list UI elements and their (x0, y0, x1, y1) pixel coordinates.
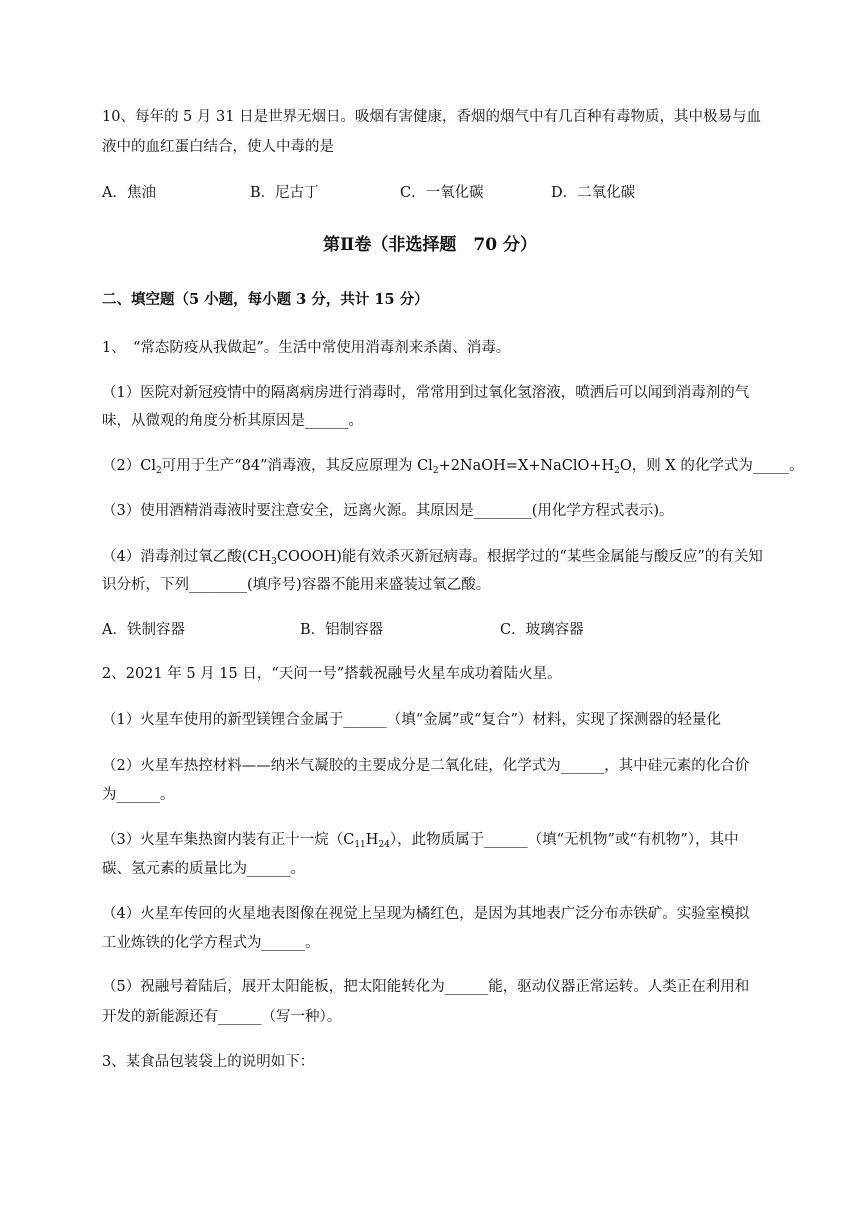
q10-line-1: 10、每年的 5 月 31 日是世界无烟日。吸烟有害健康，香烟的烟气中有几百种有毒物质，其中极易与血 (102, 109, 762, 125)
q1-part2-sub-2: 2 (432, 466, 439, 476)
section-heading: 二、填空题（5 小题，每小题 3 分，共计 15 分） (102, 291, 429, 308)
q1-part2 (102, 456, 804, 476)
q1-part1-line-1: （1）医院对新冠疫情中的隔离病房进行消毒时，常常用到过氧化氢溶液，喷洒后可以闻到消毒剂的气 (102, 385, 750, 401)
q1-part1-line-2: 味，从微观的角度分析其原因是______。 (102, 413, 363, 429)
q2-part3-line-1 (102, 830, 739, 850)
q2-part5-line-1: （5）祝融号着陆后，展开太阳能板，把太阳能转化为______能，驱动仪器正常运转。人类正在利用和 (102, 979, 750, 995)
q2-part2-line-1: （2）火星车热控材料——纳米气凝胶的主要成分是二氧化硅，化学式为______，其中硅元素的化合价 (102, 758, 750, 774)
q1-option-b: B．铝制容器 (300, 622, 384, 638)
q3-intro: 3、某食品包装袋上的说明如下： (102, 1054, 315, 1070)
q1-part4-line-1 (102, 547, 763, 567)
q2-part4-line-2: 工业炼铁的化学方程式为______。 (102, 935, 320, 951)
q2-part5-line-2: 开发的新能源还有______（写一种）。 (102, 1009, 342, 1025)
q1-intro: 1、 “常态防疫从我做起”。生活中常使用消毒剂来杀菌、消毒。 (102, 340, 511, 356)
q1-option-a: A．铁制容器 (102, 622, 185, 638)
q1-part2-text-d: O，则 X 的化学式为_____。 (619, 458, 804, 474)
q2-part3-text-c: ），此物质属于______（填“无机物”或“有机物”），其中 (389, 832, 739, 848)
part2-title: 第Ⅱ卷（非选择题 70 分） (323, 235, 537, 255)
q1-part2-sub-3: 2 (614, 466, 620, 476)
q1-part2-text-c: +2NaOH=X+NaClO+H (438, 458, 615, 474)
q1-part4-text-a: （4）消毒剂过氧乙酸(CH (102, 549, 272, 565)
q10-option-b: B．尼古丁 (250, 185, 319, 201)
q2-part2-line-2: 为______。 (102, 787, 175, 803)
q1-option-c: C．玻璃容器 (500, 622, 584, 638)
q2-part1: （1）火星车使用的新型镁锂合金属于______（填“金属”或“复合”）材料，实现了探测器的轻量化 (102, 712, 721, 728)
q2-part3-sub-2: 24 (378, 840, 390, 850)
q1-part2-sub-1: 2 (155, 466, 162, 476)
q1-part4-sub: 3 (271, 557, 277, 567)
q2-part3-text-b: H (365, 832, 379, 848)
q2-part3-line-2: 碳、氢元素的质量比为______。 (102, 861, 305, 877)
q2-intro: 2、2021 年 5 月 15 日，“天问一号”搭载祝融号火星车成功着陆火星。 (102, 666, 562, 682)
q2-part4-line-1: （4）火星车传回的火星地表图像在视觉上呈现为橘红色，是因为其地表广泛分布赤铁矿。实验室模拟 (102, 906, 750, 922)
q10-option-d: D．二氧化碳 (551, 185, 636, 201)
q2-part3-sub-1: 11 (354, 840, 366, 850)
q10-option-c: C．一氧化碳 (400, 185, 484, 201)
q1-part3: （3）使用酒精消毒液时要注意安全，远离火源。其原因是________(用化学方程式表示)。 (102, 503, 674, 519)
q1-part2-text-b: 可用于生产“84”消毒液，其反应原理为 Cl (161, 458, 433, 474)
q10-option-a: A．焦油 (102, 185, 156, 201)
q1-part4-text-b: COOOH)能有效杀灭新冠病毒。根据学过的“某些金属能与酸反应”的有关知 (276, 549, 763, 565)
q1-part2-text-a: （2）Cl (102, 458, 156, 474)
q2-part3-text-a: （3）火星车集热窗内装有正十一烷（C (102, 832, 355, 848)
q1-part4-line-2: 识分析，下列________(填序号)容器不能用来盛装过氧乙酸。 (102, 577, 491, 593)
q10-line-2: 液中的血红蛋白结合，使人中毒的是 (102, 139, 334, 155)
